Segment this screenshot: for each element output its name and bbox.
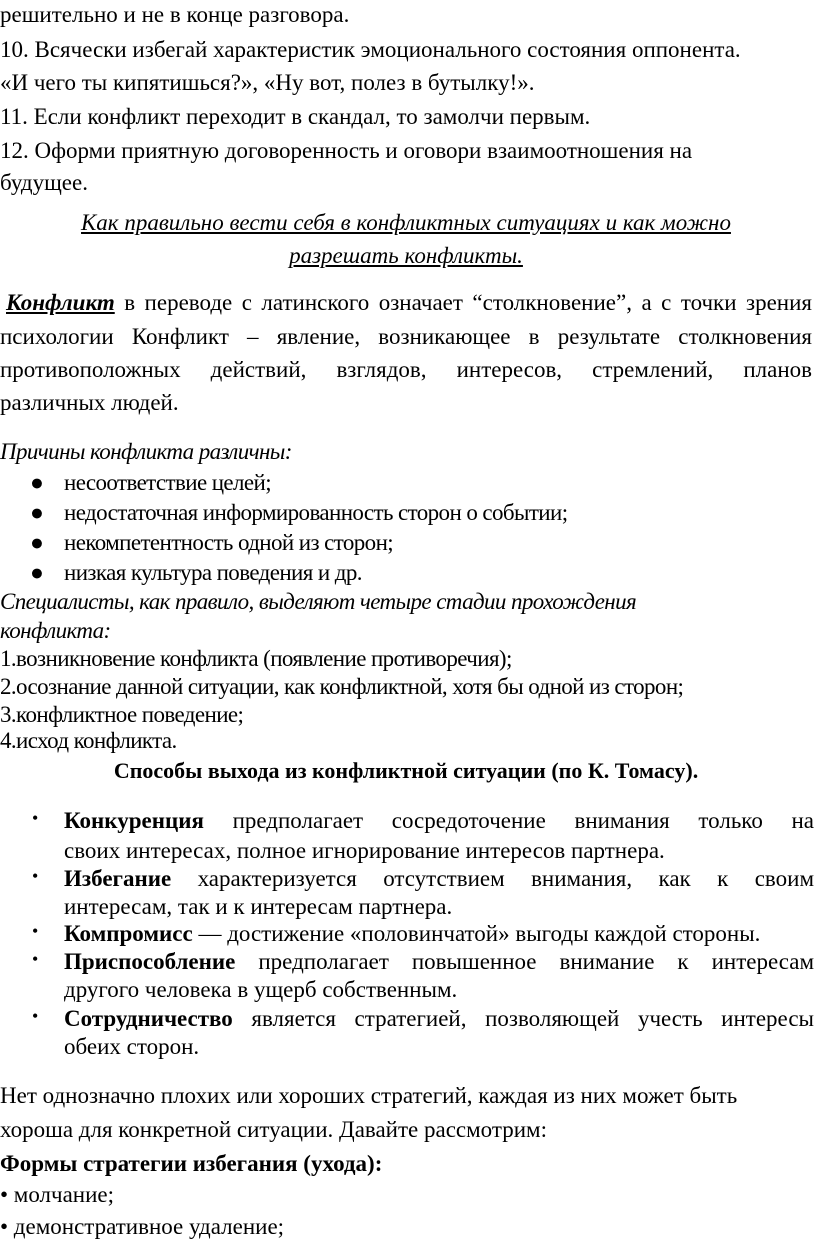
text-line: 11. Если конфликт переходит в скандал, то замолчи первым.	[0, 104, 591, 129]
list-item: 4.исход конфликта.	[0, 728, 177, 753]
item-text: несоответствие целей;	[64, 470, 272, 495]
bullet-icon: •	[32, 808, 39, 828]
text-line: «И чего ты кипятишься?», «Ну вот, полез в бутылку!».	[0, 70, 535, 95]
section-heading: Как правильно вести себя в конфликтных ситуациях и как можно	[81, 210, 731, 235]
item-text	[64, 921, 760, 947]
bullet-icon: •	[32, 949, 39, 969]
bullet-icon: •	[32, 921, 39, 941]
text: предполагает повышенное внимание к интересам	[235, 949, 814, 974]
list-title: Причины конфликта различны:	[0, 439, 292, 464]
item-text	[64, 949, 814, 975]
item-text: низкая культура поведения и др.	[64, 560, 362, 585]
list-item: 3.конфликтное поведение;	[0, 702, 244, 727]
list-title: Формы стратегии избегания (ухода):	[0, 1151, 383, 1176]
item-text	[64, 808, 814, 834]
text: — достижение «половинчатой» выгоды каждой стороны.	[192, 921, 761, 946]
list-title: конфликта:	[0, 618, 111, 643]
section-heading: Способы выхода из конфликтной ситуации (по К. Томасу).	[113, 758, 699, 783]
item-text: другого человека в ущерб собственным.	[64, 977, 458, 1002]
text-line: 10. Всячески избегай характеристик эмоционального состояния оппонента.	[0, 37, 741, 62]
item-text: интересам, так и к интересам партнера.	[64, 894, 453, 919]
item-text: своих интересах, полное игнорирование интересов партнера.	[64, 838, 665, 863]
definition-line: различных людей.	[0, 390, 179, 415]
list-item: • демонстративное удаление;	[0, 1214, 285, 1239]
bullet-icon: ●	[30, 500, 44, 525]
bullet-icon: ●	[30, 530, 44, 555]
definition-line: психологии Конфликт – явление, возникающее в результате столкновения	[0, 324, 812, 349]
section-heading: разрешать конфликты.	[289, 243, 523, 268]
list-item: • молчание;	[0, 1182, 115, 1207]
text: является стратегией, позволяющей учесть интересы	[232, 1006, 814, 1031]
definition-line: противоположных действий, взглядов, интересов, стремлений, планов	[0, 357, 812, 382]
term: Конфликт	[6, 290, 115, 315]
item-text	[64, 1006, 814, 1032]
text-line: 12. Оформи приятную договоренность и оговори взаимоотношения на	[0, 138, 693, 163]
text-line: Нет однозначно плохих или хороших стратегий, каждая из них может быть	[0, 1083, 738, 1108]
definition-line	[6, 290, 812, 316]
item-text: недостаточная информированность сторон о событии;	[64, 500, 568, 525]
text: предполагает сосредоточение внимания только на	[203, 808, 814, 833]
bullet-icon: •	[32, 1006, 39, 1026]
list-title: Специалисты, как правило, выделяют четыре стадии прохождения	[0, 589, 637, 614]
term: Конкуренция	[64, 808, 204, 833]
term: Избегание	[64, 866, 172, 891]
text: в переводе с латинского означает “столкновение”, а с точки зрения	[114, 290, 812, 315]
text-line: хороша для конкретной ситуации. Давайте рассмотрим:	[0, 1117, 547, 1142]
bullet-icon: •	[32, 866, 39, 886]
list-item: 1.возникновение конфликта (появление противоречия);	[0, 646, 512, 671]
list-item: 2.осознание данной ситуации, как конфликтной, хотя бы одной из сторон;	[0, 674, 684, 699]
item-text	[64, 866, 814, 892]
term: Приспособление	[64, 949, 236, 974]
item-text: некомпетентность одной из сторон;	[64, 530, 394, 555]
text-line: будущее.	[0, 170, 88, 195]
text: характеризуется отсутствием внимания, как к своим	[171, 866, 814, 891]
text-line: решительно и не в конце разговора.	[0, 2, 350, 27]
bullet-icon: ●	[30, 560, 44, 585]
term: Компромисс	[64, 921, 193, 946]
term: Сотрудничество	[64, 1006, 233, 1031]
bullet-icon: ●	[30, 470, 44, 495]
item-text: обеих сторон.	[64, 1034, 200, 1059]
